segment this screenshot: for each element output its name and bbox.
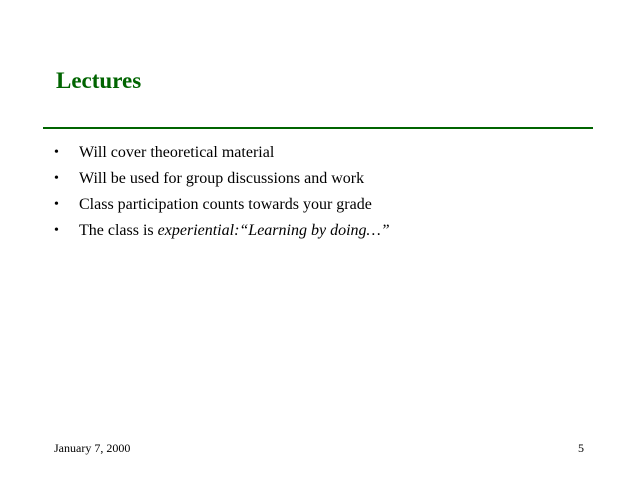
bullet-text: Will cover theoretical material xyxy=(79,144,275,161)
footer-date: January 7, 2000 xyxy=(54,441,131,455)
bullet-marker: • xyxy=(54,171,59,186)
bullet-marker: • xyxy=(54,145,59,160)
bullet-item xyxy=(54,221,390,247)
slide-title: Lectures xyxy=(56,68,142,93)
page-number: 5 xyxy=(578,441,584,455)
bullet-item xyxy=(54,169,390,195)
bullet-marker: • xyxy=(54,223,59,238)
bullet-marker: • xyxy=(54,197,59,212)
bullet-list xyxy=(54,143,390,247)
bullet-text-italic: experiential:“Learning by doing…” xyxy=(157,222,390,239)
bullet-text: Class participation counts towards your grade xyxy=(79,196,372,213)
bullet-text-plain: The class is xyxy=(79,222,158,239)
title-divider xyxy=(43,127,593,129)
bullet-item xyxy=(54,143,390,169)
bullet-item xyxy=(54,195,390,221)
bullet-text: Will be used for group discussions and work xyxy=(79,170,365,187)
